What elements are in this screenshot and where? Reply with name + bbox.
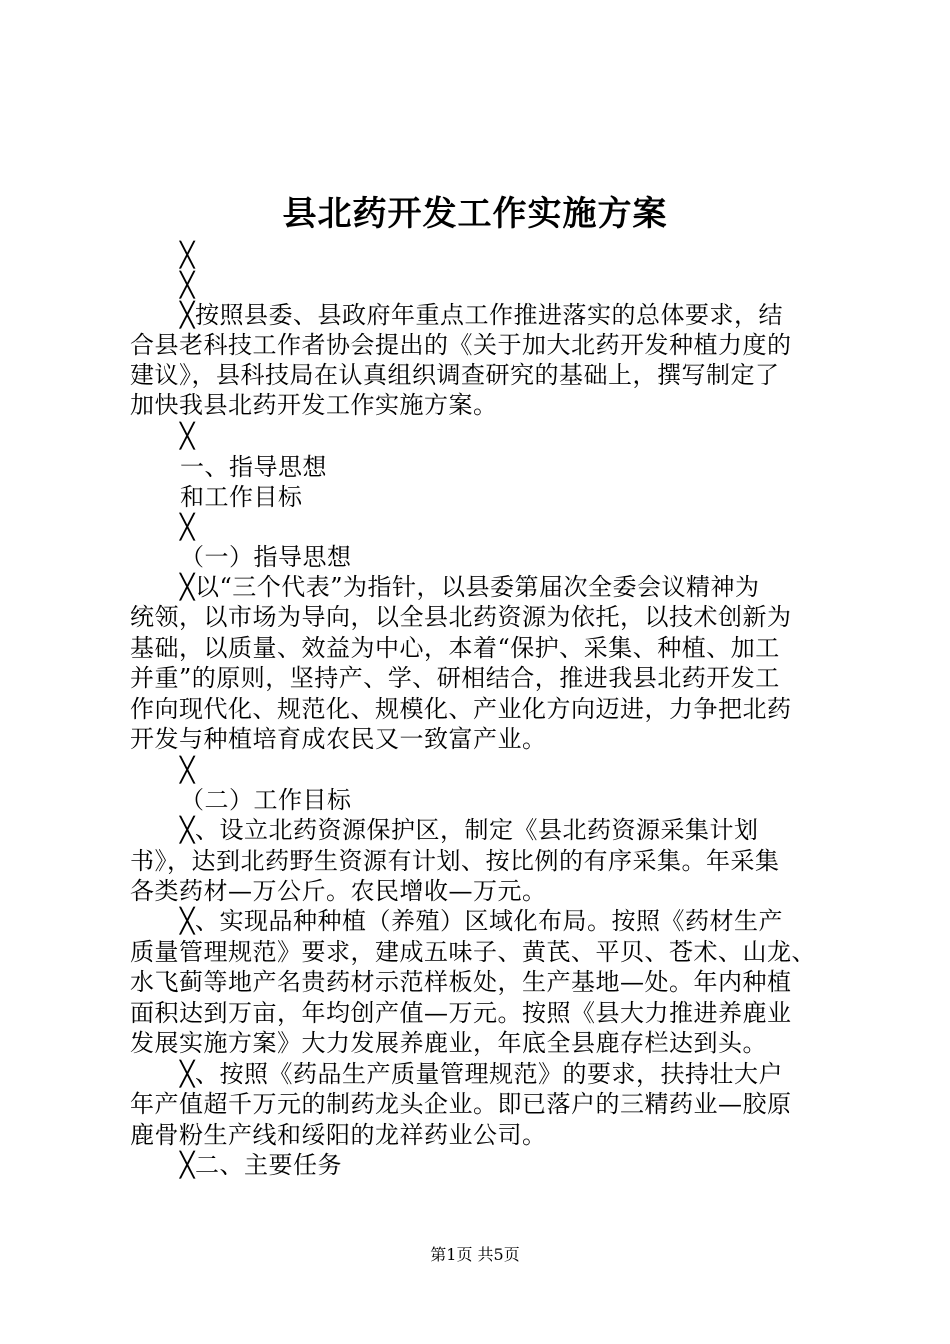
section-heading-2: ╳二、主要任务 [180, 1151, 342, 1179]
marker-line-5: ╳ [180, 756, 195, 784]
guideline-paragraph-line-2: 统领，以市场为导向，以全县北药资源为依托，以技术创新为 [130, 603, 792, 631]
goal-2-line-3: 水飞蓟等地产名贵药材示范样板处，生产基地—处。年内种植 [130, 968, 792, 996]
intro-paragraph-line-2: 合县老科技工作者协会提出的《关于加大北药开发种植力度的 [130, 331, 792, 359]
goal-2-line-1: ╳、实现品种种植（养殖）区域化布局。按照《药材生产 [180, 907, 783, 935]
goal-2-line-2: 质量管理规范》要求，建成五味子、黄芪、平贝、苍术、山龙、 [130, 938, 816, 966]
subsection-heading-2: （二）工作目标 [180, 786, 352, 814]
document-title: 县北药开发工作实施方案 [282, 194, 668, 234]
goal-1-line-2: 书》，达到北药野生资源有计划、按比例的有序采集。年采集 [130, 847, 780, 875]
guideline-paragraph-line-1: ╳以“三个代表”为指针，以县委第届次全委会议精神为 [180, 573, 760, 601]
section-heading-1: 一、指导思想 [180, 453, 327, 481]
marker-line-2: ╳ [180, 271, 195, 299]
intro-paragraph-line-4: 加快我县北药开发工作实施方案。 [130, 391, 498, 419]
guideline-paragraph-line-5: 作向现代化、规范化、规模化、产业化方向迈进，力争把北药 [130, 695, 792, 723]
subsection-heading-1: （一）指导思想 [180, 543, 352, 571]
guideline-paragraph-line-4: 并重”的原则，坚持产、学、研相结合，推进我县北药开发工 [130, 664, 780, 692]
goal-2-line-4: 面积达到万亩，年均创产值—万元。按照《县大力推进养鹿业 [130, 999, 792, 1027]
marker-line-1: ╳ [180, 241, 195, 269]
section-heading-1-cont: 和工作目标 [180, 483, 303, 511]
goal-1-line-3: 各类药材—万公斤。农民增收—万元。 [130, 877, 547, 905]
guideline-paragraph-line-3: 基础，以质量、效益为中心，本着“保护、采集、种植、加工 [130, 634, 780, 662]
goal-3-line-3: 鹿骨粉生产线和绥阳的龙祥药业公司。 [130, 1121, 547, 1149]
goal-1-line-1: ╳、设立北药资源保护区，制定《县北药资源采集计划 [180, 816, 759, 844]
intro-paragraph-line-3: 建议》，县科技局在认真组织调查研究的基础上，撰写制定了 [130, 361, 780, 389]
marker-line-3: ╳ [180, 422, 195, 450]
marker-line-4: ╳ [180, 513, 195, 541]
guideline-paragraph-line-6: 开发与种植培育成农民又一致富产业。 [130, 725, 547, 753]
goal-3-line-2: 年产值超千万元的制药龙头企业。即已落户的三精药业—胶原 [130, 1090, 792, 1118]
goal-2-line-5: 发展实施方案》大力发展养鹿业，年底全县鹿存栏达到头。 [130, 1029, 767, 1057]
goal-3-line-1: ╳、按照《药品生产质量管理规范》的要求，扶持壮大户 [180, 1060, 783, 1088]
intro-paragraph-line-1: ╳按照县委、县政府年重点工作推进落实的总体要求，结 [180, 301, 783, 329]
page-footer: 第1页 共5页 [430, 1245, 520, 1264]
